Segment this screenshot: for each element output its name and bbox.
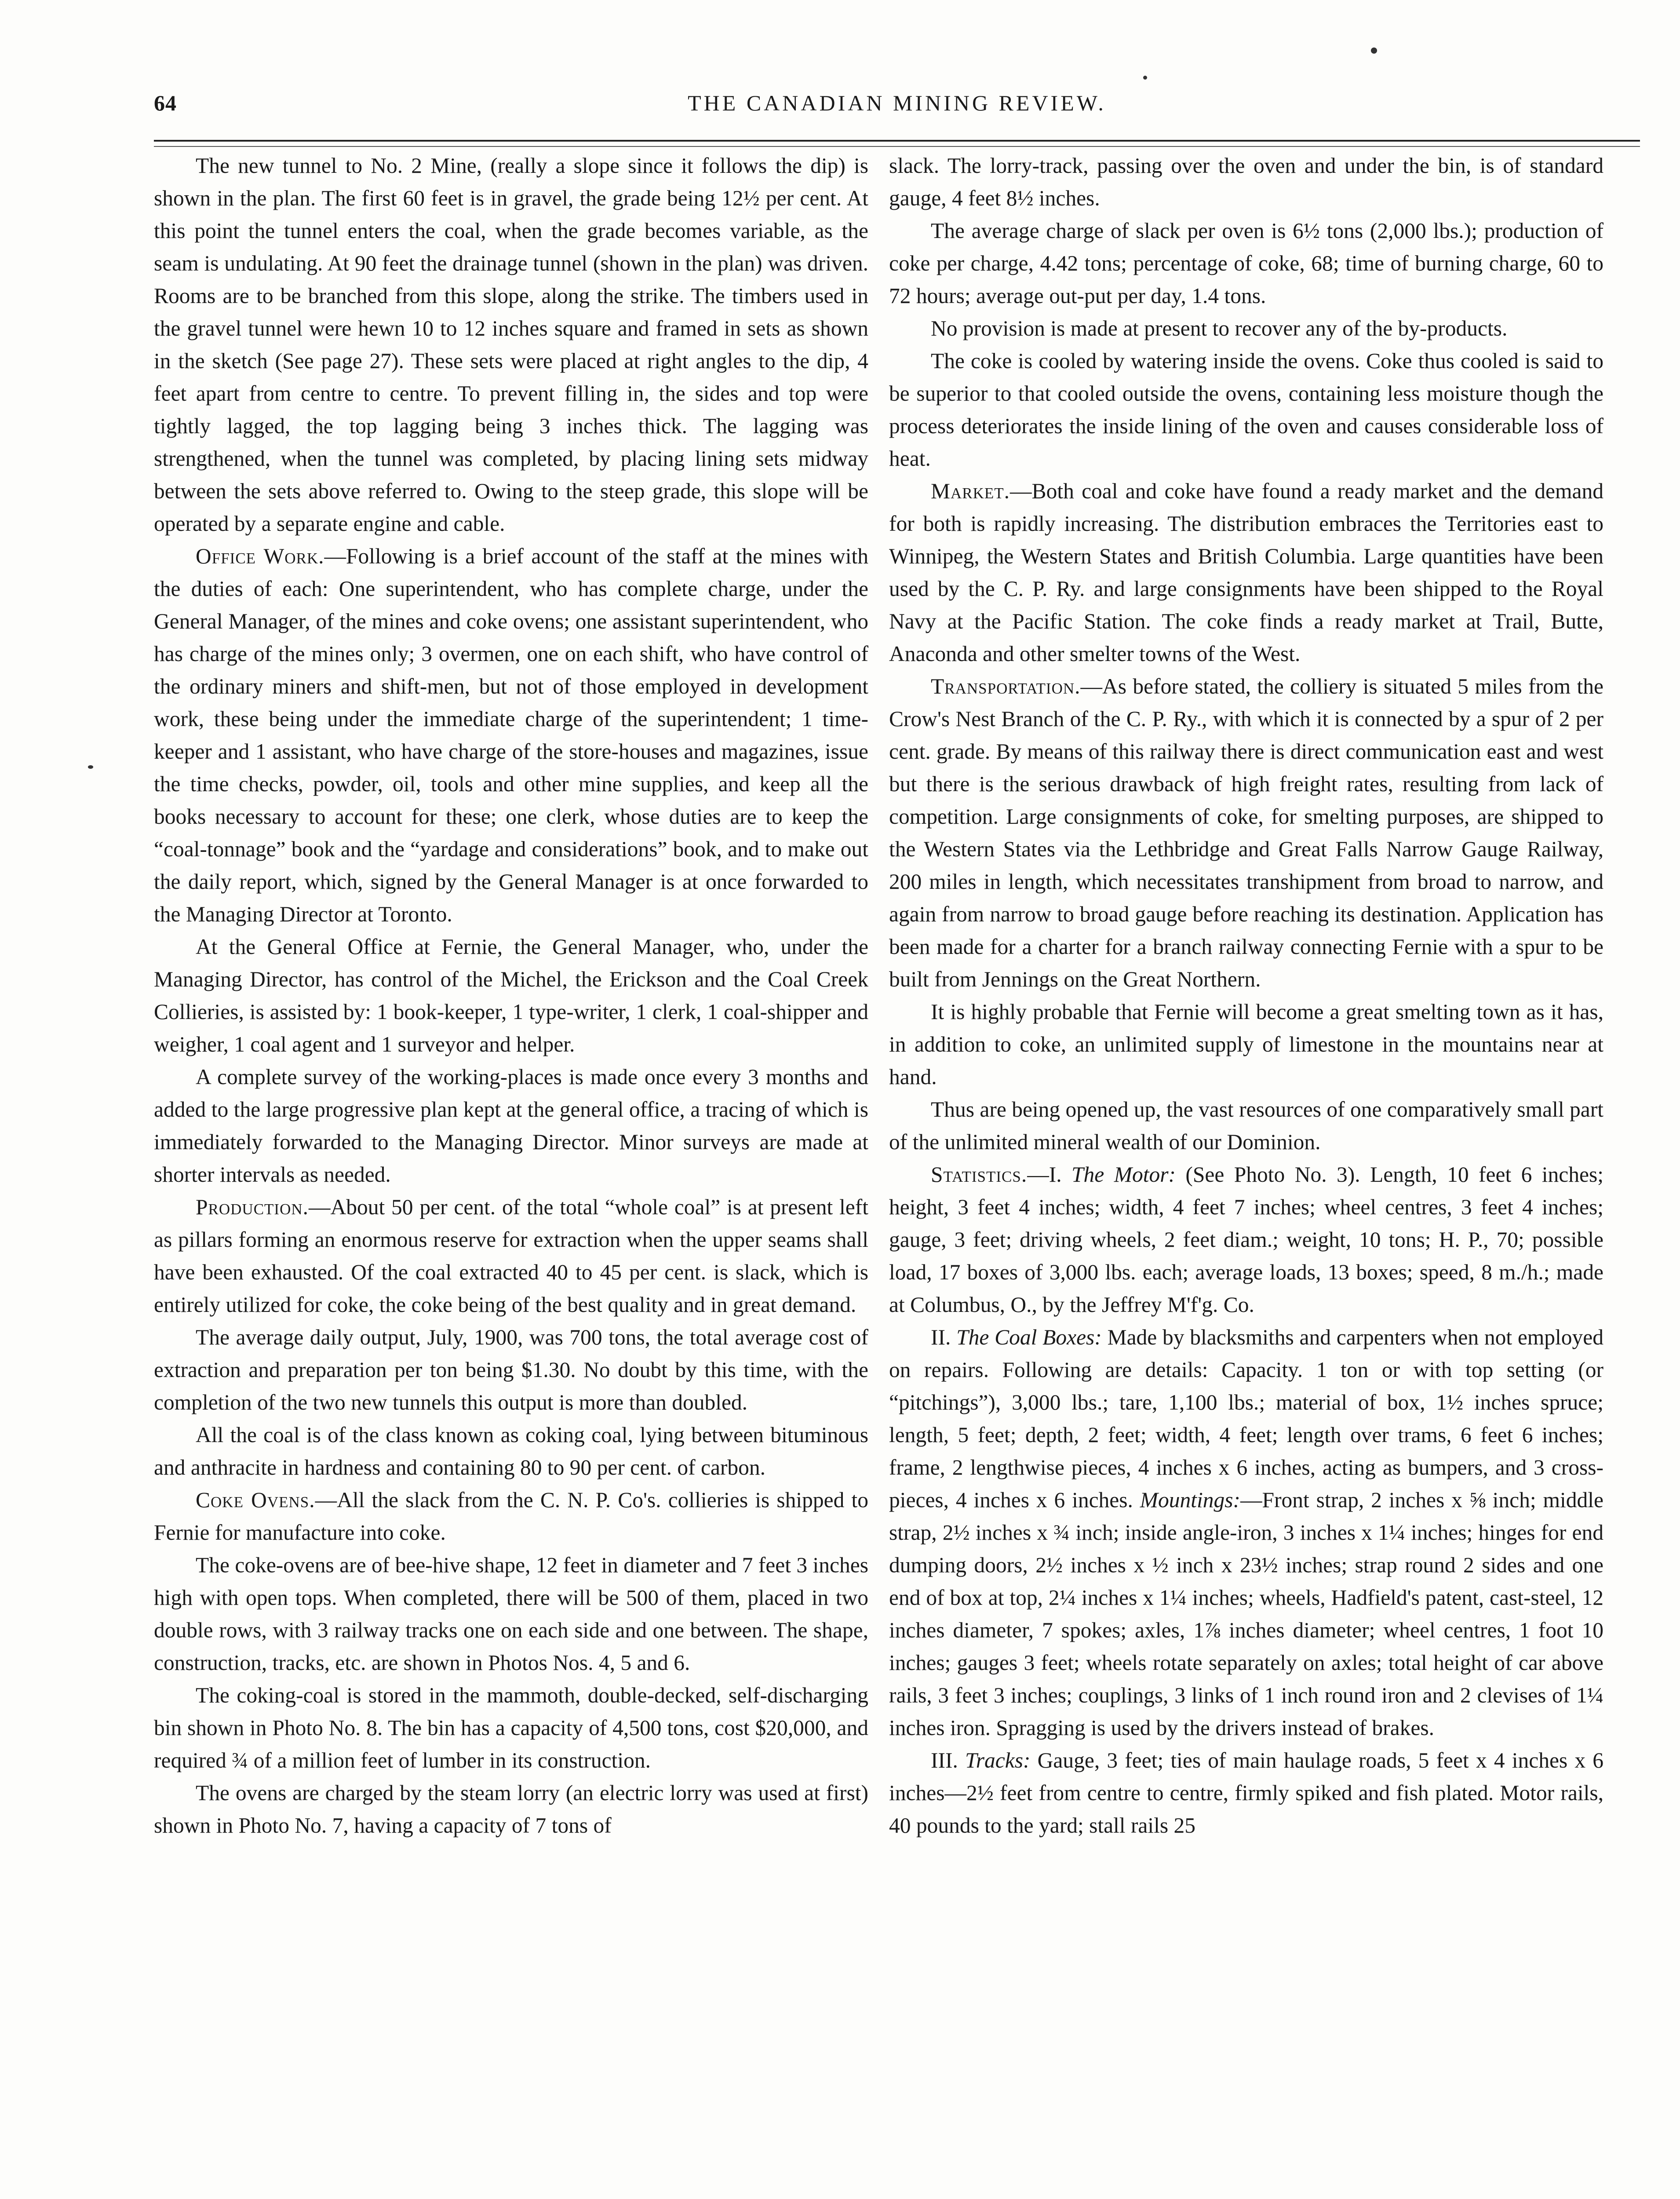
page-header [154, 90, 1640, 130]
paragraph-average-charge: The average charge of slack per oven is 6½ tons (2,000 lbs.); production of coke per charge, 4.42 tons; percentage of coke, 68; time of burning charge, 60 to 72 hours; average out-put per day, 1.4 tons. [889, 219, 1603, 308]
paragraph-new-tunnel: The new tunnel to No. 2 Mine, (really a slope since it follows the dip) is shown in the plan. The first 60 feet is in gravel, the grade being 12½ per cent. At this point the tunnel enters the coal, when the grade becomes variable, as the seam is undulating. At 90 feet the drainage tunnel (shown in the plan) was driven. Rooms are to be branched from this slope, along the strike. The timbers used in the gravel tunnel were hewn 10 to 12 inches square and framed in sets as shown in the sketch (See page 27). These sets were placed at right angles to the dip, 4 feet apart from centre to centre. To prevent filling in, the sides and top were tightly lagged, the top lagging being 3 inches thick. The lagging was strengthened, when the tunnel was completed, by placing lining sets midway between the sets above referred to. Owing to the steep grade, this slope will be operated by a separate engine and cable. [154, 153, 868, 536]
paragraph-coke-ovens [154, 1484, 868, 1549]
print-speck [1143, 76, 1147, 80]
paragraph-production [154, 1191, 868, 1321]
page-number: 64 [154, 91, 177, 115]
header-rule [154, 140, 1640, 142]
item-number: III. [931, 1748, 958, 1772]
section-heading-coke-ovens: Coke Ovens. [196, 1488, 315, 1512]
item-title-tracks: Tracks: [965, 1748, 1031, 1772]
paragraph-tracks [889, 1744, 1603, 1842]
paragraph-coal-boxes [889, 1321, 1603, 1744]
paragraph-office-work [154, 540, 868, 931]
running-title: THE CANADIAN MINING REVIEW. [688, 91, 1106, 115]
section-heading-market: Market. [931, 479, 1010, 503]
item-title-mountings: Mountings: [1140, 1488, 1241, 1512]
paragraph-lorry-track: slack. The lorry-track, passing over the oven and under the bin, is of standard gauge, 4 feet 8½ inches. [889, 153, 1603, 210]
paragraph-smelting-town: It is highly probable that Fernie will become a great smelting town as it has, in addition to coke, an unlimited supply of limestone in the mountains near at hand. [889, 1000, 1603, 1089]
paragraph-coking-coal: All the coal is of the class known as coking coal, lying between bituminous and anthracite in hardness and containing 80 to 90 per cent. of carbon. [154, 1423, 868, 1479]
paragraph-oven-shape: The coke-ovens are of bee-hive shape, 12 feet in diameter and 7 feet 3 inches high with open tops. When completed, there will be 500 of them, placed in two double rows, with 3 railway tracks one on each side and one between. The shape, construction, tracks, etc. are shown in Photos Nos. 4, 5 and 6. [154, 1553, 868, 1675]
section-heading-statistics: Statistics. [931, 1162, 1028, 1187]
paragraph-coke-cooling: The coke is cooled by watering inside the ovens. Coke thus cooled is said to be superior to that cooled outside the ovens, containing less moisture though the process deteriorates the inside lining of the oven and causes considerable loss of heat. [889, 349, 1603, 471]
paragraph-market [889, 475, 1603, 670]
header-rule-thin [154, 146, 1640, 147]
paragraph-text: —About 50 per cent. of the total “whole coal” is at present left as pillars forming an enormous reserve for extraction when the upper seams shall have been exhausted. Of the coal extracted 40 to 45 per cent. is slack, which is entirely utilized for coke, the coke being of the best quality and in great demand. [154, 1195, 868, 1317]
paragraph-by-products: No provision is made at present to recover any of the by-products. [931, 316, 1508, 340]
right-column [889, 150, 1603, 1842]
paragraph-text: —All the slack from the C. N. P. Co's. collieries is shipped to Fernie for manufacture into coke. [154, 1488, 869, 1545]
paragraph-text: —Front strap, 2 inches x ⅝ inch; middle strap, 2½ inches x ¾ inch; inside angle-iron, 3 inches x 1¼ inches; hinges for end dumping doors, 2½ inches x ½ inch x 23½ inches; strap round 2 sides and one end of box at top, 2¼ inches x 1¼ inches; wheels, Hadfield's patent, cast-steel, 12 inches diameter, 7 spokes; axles, 1⅞ inches diameter; wheel centres, 1 foot 10 inches; gauges 3 feet; wheels rotate separately on axles; total height of car above rails, 3 feet 3 inches; couplings, 3 links of 1 inch round iron and 2 clevises of 1¼ inches iron. Spragging is used by the drivers instead of brakes. [889, 1488, 1604, 1740]
item-title-motor: The Motor: [1071, 1162, 1176, 1187]
print-speck [1371, 47, 1377, 54]
paragraph-mineral-wealth: Thus are being opened up, the vast resources of one comparatively small part of the unlimited mineral wealth of our Dominion. [889, 1097, 1603, 1154]
paragraph-steam-lorry: The ovens are charged by the steam lorry (an electric lorry was used at first) shown in Photo No. 7, having a capacity of 7 tons of [154, 1781, 868, 1837]
paragraph-coking-bin: The coking-coal is stored in the mammoth, double-decked, self-discharging bin shown in Photo No. 8. The bin has a capacity of 4,500 tons, cost $20,000, and required ¾ of a million feet of lumber in its construction. [154, 1683, 868, 1772]
section-heading-office-work: Office Work. [196, 544, 324, 568]
section-heading-transportation: Transportation. [931, 674, 1081, 698]
paragraph-text: Gauge, 3 feet; ties of main haulage roads, 5 feet x 4 inches x 6 inches—2½ feet from centre to centre, firmly spiked and fish plated. Motor rails, 40 pounds to the yard; stall rails 25 [889, 1748, 1604, 1837]
paragraph-text: —Following is a brief account of the staff at the mines with the duties of each: One superintendent, who has complete charge, under the General Manager, of the mines and coke ovens; one assistant superintendent, who has charge of the mines only; 3 overmen, one on each shift, who have control of the ordinary miners and shift-men, but not of those employed in development work, these being under the immediate charge of the superintendent; 1 time-keeper and 1 assistant, who have charge of the store-houses and magazines, issue the time checks, powder, oil, tools and other mine supplies, and keep all the books necessary to account for these; one clerk, whose duties are to keep the “coal-tonnage” book and the “yardage and considerations” book, and to make out the daily report, which, signed by the General Manager is at once forwarded to the Managing Director at Toronto. [154, 544, 868, 926]
paragraph-text: —As before stated, the colliery is situated 5 miles from the Crow's Nest Branch of the C. P. Ry., with which it is connected by a spur of 2 per cent. grade. By means of this railway there is direct communication east and west but there is the serious drawback of high freight rates, resulting from lack of competition. Large consignments of coke, for smelting purposes, are shipped to the Western States via the Lethbridge and Great Falls Narrow Gauge Railway, 200 miles in length, which necessitates transhipment from broad to narrow, and again from narrow to broad gauge before reaching its destination. Application has been made for a charter for a branch railway connecting Fernie with a spur to be built from Jennings on the Great Northern. [889, 674, 1603, 991]
paragraph-text: Made by blacksmiths and carpenters when not employed on repairs. Following are details: Capacity. 1 ton or with top setting (or “pitchings”), 3,000 lbs.; tare, 1,100 lbs.; material of box, 1½ inches spruce; length, 5 feet; depth, 2 feet; width, 4 feet; length over trams, 6 feet 6 inches; frame, 2 lengthwise pieces, 4 inches x 6 inches, acting as bumpers, and 3 cross-pieces, 4 inches x 6 inches. [889, 1325, 1604, 1512]
paragraph-general-office: At the General Office at Fernie, the General Manager, who, under the Managing Director, has control of the Michel, the Erickson and the Coal Creek Collieries, is assisted by: 1 book-keeper, 1 type-writer, 1 clerk, 1 coal-shipper and weigher, 1 coal agent and 1 surveyor and helper. [154, 935, 868, 1056]
paragraph-text: —Both coal and coke have found a ready market and the demand for both is rapidly increasing. The distribution embraces the Territories east to Winnipeg, the Western States and British Columbia. Large quantities have been used by the C. P. Ry. and large consignments have been shipped to the Royal Navy at the Pacific Station. The coke finds a ready market at Trail, Butte, Anaconda and other smelter towns of the West. [889, 479, 1603, 666]
item-number: —I. [1027, 1162, 1062, 1187]
paragraph-transportation [889, 670, 1603, 996]
paragraph-statistics-motor [889, 1158, 1603, 1321]
section-heading-production: Production. [196, 1195, 309, 1219]
item-number: II. [931, 1325, 951, 1349]
print-speck [88, 765, 93, 769]
left-column [154, 150, 868, 1842]
paragraph-survey: A complete survey of the working-places is made once every 3 months and added to the large progressive plan kept at the general office, a tracing of which is immediately forwarded to the Managing Director. Minor surveys are made at shorter intervals as needed. [154, 1065, 868, 1187]
paragraph-text: (See Photo No. 3). Length, 10 feet 6 inches; height, 3 feet 4 inches; width, 4 feet 7 inches; wheel centres, 3 feet 4 inches; gauge, 3 feet; driving wheels, 2 feet diam.; weight, 10 tons; H. P., 70; possible load, 17 boxes of 3,000 lbs. each; average loads, 13 boxes; speed, 8 m./h.; made at Columbus, O., by the Jeffrey M'f'g. Co. [889, 1162, 1604, 1317]
paragraph-daily-output: The average daily output, July, 1900, was 700 tons, the total average cost of extraction and preparation per ton being $1.30. No doubt by this time, with the completion of the two new tunnels this output is more than doubled. [154, 1325, 868, 1414]
item-title-coal-boxes: The Coal Boxes: [956, 1325, 1102, 1349]
